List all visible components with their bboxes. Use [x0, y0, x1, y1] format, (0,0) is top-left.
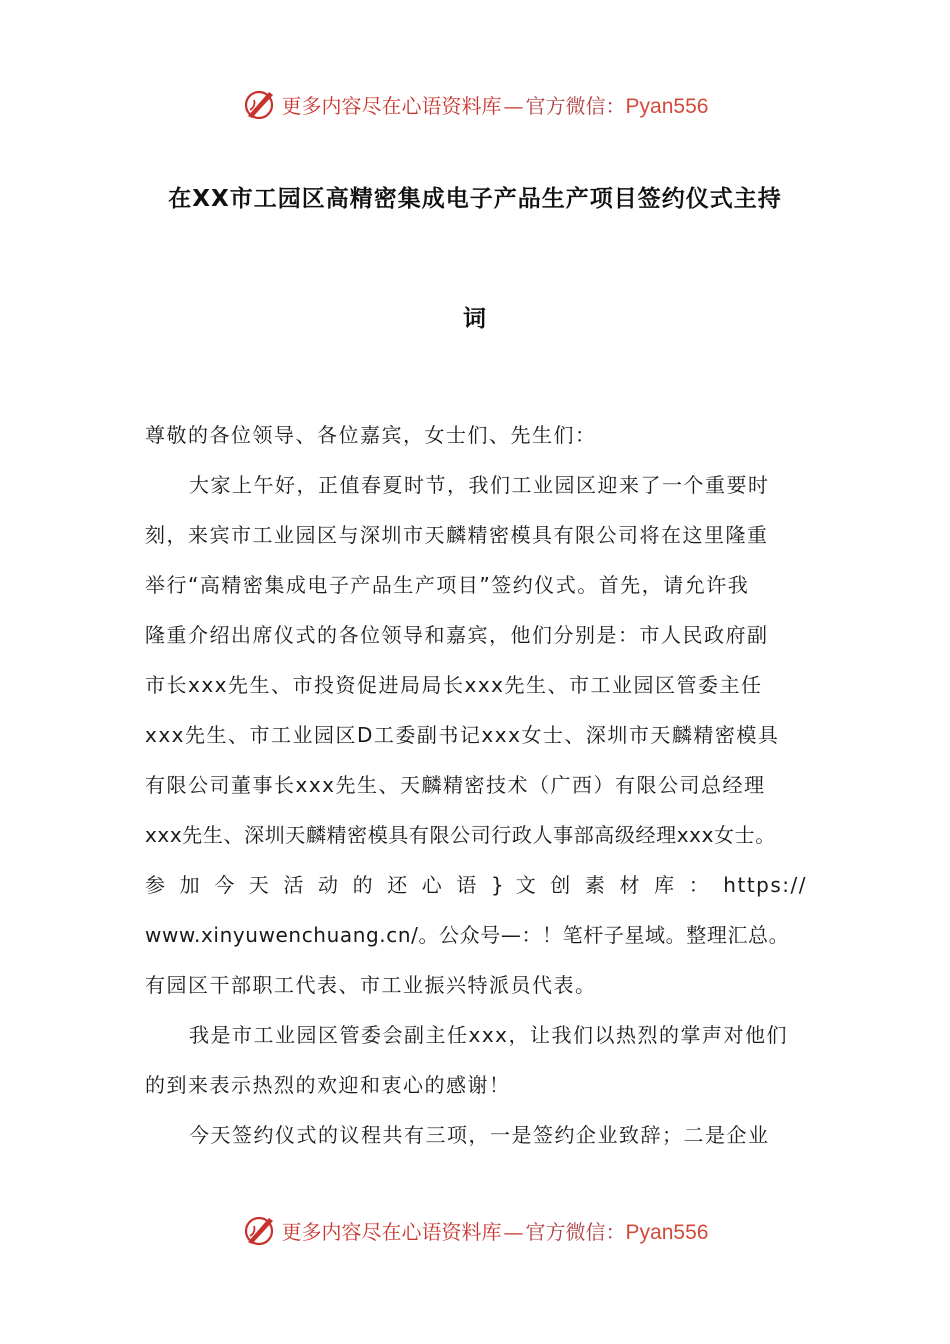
banner-label: 官方微信： [525, 93, 626, 118]
banner-slogan: 更多内容尽在心语资料库 [281, 93, 502, 118]
document-title-line-1: 在XX市工园区高精密集成电子产品生产项目签约仪式主持 [168, 186, 782, 212]
banner-slogan: 更多内容尽在心语资料库 [281, 1219, 502, 1244]
body-line-url: www.xinyuwenchuang.cn/。公众号—：！笔杆子星域。整理汇总。 [145, 923, 790, 947]
body-line: 有限公司董事长xxx先生、天麟精密技术（广西）有限公司总经理 [145, 773, 766, 797]
body-line: 隆重介绍出席仪式的各位领导和嘉宾，他们分别是：市人民政府副 [145, 623, 769, 647]
header-banner [0, 84, 950, 124]
document-body [145, 410, 807, 1160]
banner-dash: — [503, 93, 524, 118]
body-line: 有园区干部职工代表、市工业振兴特派员代表。 [145, 973, 597, 997]
banner-dash: — [503, 1219, 524, 1244]
banner-wechat-id: Pyan556 [625, 94, 709, 118]
pen-logo-icon [242, 1212, 278, 1248]
body-line-url-prefix: 参 加 今 天 活 动 的 还 心 语 } 文 创 素 材 库 ： https:// [145, 873, 807, 897]
body-line: 尊敬的各位领导、各位嘉宾，女士们、先生们： [145, 423, 597, 447]
footer-banner [0, 1210, 950, 1250]
body-line: xxx先生、深圳天麟精密模具有限公司行政人事部高级经理xxx女士。 [145, 823, 776, 847]
banner-wechat-id: Pyan556 [625, 1220, 709, 1244]
body-line: 举行“高精密集成电子产品生产项目”签约仪式。首先，请允许我 [145, 573, 750, 597]
body-line: 的到来表示热烈的欢迎和衷心的感谢！ [145, 1073, 511, 1097]
body-line: 我是市工业园区管委会副主任xxx，让我们以热烈的掌声对他们 [189, 1023, 789, 1047]
body-line: 刻，来宾市工业园区与深圳市天麟精密模具有限公司将在这里隆重 [145, 523, 769, 547]
banner-label: 官方微信： [525, 1219, 626, 1244]
pen-logo-icon [242, 86, 278, 122]
banner-text [282, 1216, 709, 1245]
body-line: 大家上午好，正值春夏时节，我们工业园区迎来了一个重要时 [189, 473, 770, 497]
document-title-line-2: 词 [463, 306, 487, 332]
body-line: 今天签约仪式的议程共有三项，一是签约企业致辞；二是企业 [189, 1123, 770, 1147]
body-line: 市长xxx先生、市投资促进局局长xxx先生、市工业园区管委主任 [145, 673, 763, 697]
body-line: xxx先生、市工业园区D工委副书记xxx女士、深圳市天麟精密模具 [145, 723, 780, 747]
banner-text [282, 90, 709, 119]
